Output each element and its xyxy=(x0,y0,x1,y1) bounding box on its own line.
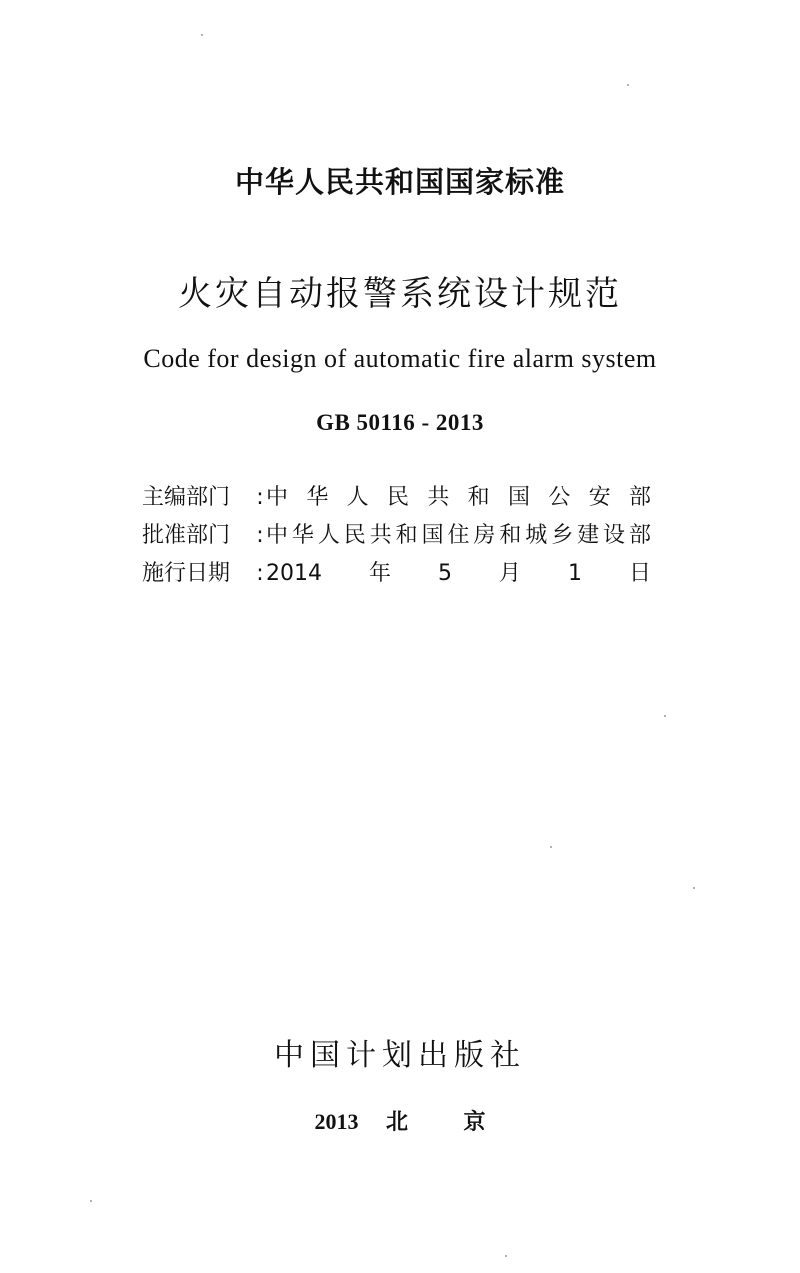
scan-speck xyxy=(505,1255,507,1257)
info-colon: : xyxy=(256,523,264,548)
info-row-chief-editor xyxy=(142,480,651,518)
info-row-effective-date xyxy=(142,556,651,594)
publication-year: 2013 xyxy=(314,1109,359,1134)
scan-speck xyxy=(550,846,552,848)
info-label: 批准部门 xyxy=(142,523,231,548)
document-title-english: Code for design of automatic fire alarm system xyxy=(143,344,657,373)
issuing-info xyxy=(142,480,651,594)
info-value: 中华人民共和国住房和城乡建设部 xyxy=(266,523,651,548)
standard-series-heading: 中华人民共和国国家标准 xyxy=(234,165,565,199)
info-row-approving-department xyxy=(142,518,651,556)
publisher-name: 中国计划出版社 xyxy=(274,1038,526,1073)
scan-speck xyxy=(627,84,629,86)
info-label: 主编部门 xyxy=(142,485,231,510)
publication-city-second-char: 京 xyxy=(463,1110,486,1135)
standard-number: GB 50116 - 2013 xyxy=(316,410,484,435)
publication-year-and-city xyxy=(0,1105,800,1136)
document-title-chinese: 火灾自动报警系统设计规范 xyxy=(178,274,622,314)
info-colon: : xyxy=(256,485,264,510)
info-label: 施行日期 xyxy=(142,561,231,586)
scan-speck xyxy=(201,34,203,36)
scan-speck xyxy=(90,1200,92,1202)
info-colon: : xyxy=(256,561,264,586)
scan-speck xyxy=(693,887,695,889)
scan-speck xyxy=(664,715,666,717)
publication-city-first-char: 北 xyxy=(385,1110,408,1135)
info-value: 2014年5月1日 xyxy=(266,561,651,586)
info-value: 中华人民共和国公安部 xyxy=(266,485,651,510)
